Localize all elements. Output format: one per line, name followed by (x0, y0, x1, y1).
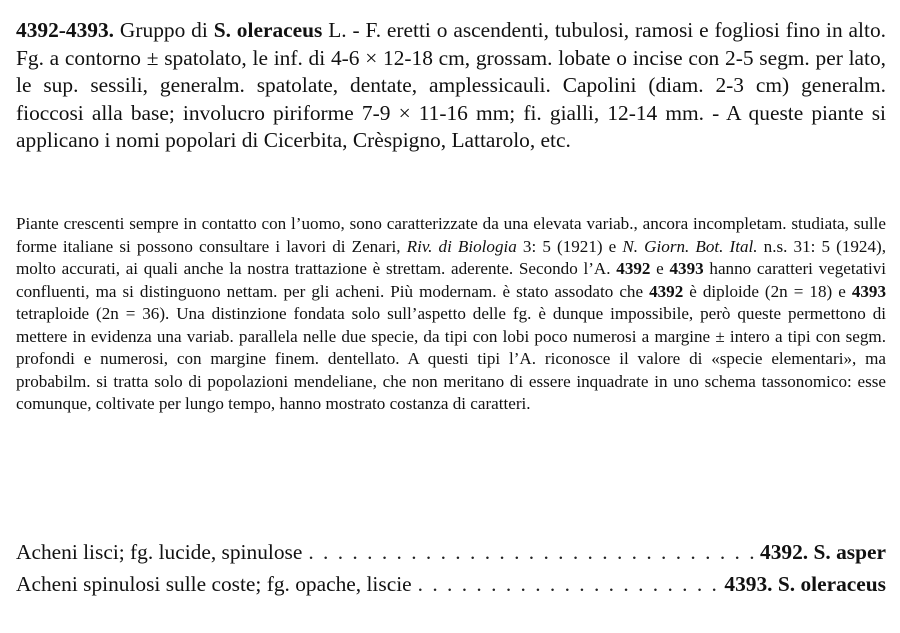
commentary-text: hanno caratteri vegetativi confluenti, ma si distinguono nettam. per gli acheni. Più modernam. è stato assodato che (16, 259, 887, 301)
commentary-text: 3: 5 (1921) e (516, 236, 623, 256)
species-name: S. oleraceus (213, 18, 323, 42)
key-species-result: 4393. S. oleraceus (724, 572, 886, 596)
species-number: 4393 (851, 281, 886, 301)
commentary-text: e (650, 259, 670, 278)
species-number-range: 4392-4393. (16, 18, 115, 42)
group-description-paragraph (16, 17, 886, 155)
journal-reference: N. Giorn. Bot. Ital. (622, 236, 758, 256)
dot-leader (302, 536, 760, 568)
journal-reference: Riv. di Biologia (406, 236, 517, 256)
species-number: 4392 (649, 281, 684, 301)
species-number: 4392 (616, 259, 651, 278)
commentary-text: è diploide (2n = 18) e (683, 281, 852, 301)
description-text: Gruppo di (114, 18, 214, 42)
commentary-paragraph (16, 213, 886, 416)
commentary-text: Piante crescenti sempre in contatto con l’uomo, sono caratterizzate da una elevata variab., ancora incompletam. studiata, sulle forme italiane si possono consultare i lavori di Zenari, (16, 214, 886, 256)
identification-key (16, 536, 886, 600)
commentary-text: n.s. 31: 5 (1924), molto accurati, ai quali anche la nostra trattazione è strettam. aderente. Secondo l’A. (16, 236, 886, 278)
species-number: 4393 (669, 259, 704, 278)
dot-leader (412, 568, 725, 600)
description-text: L. - F. eretti o ascendenti, tubulosi, ramosi e fogliosi fino in alto. Fg. a contorno ± spatolato, le inf. di 4-6 × 12-18 cm, grossam. lobate o incise con 2-5 segm. per lato, le sup. sessili, generalm. spatolate, dentate, amplessicauli. Capolini (diam. 2-3 cm) generalm. fioccosi alla base; involucro piriforme 7-9 × 11-16 mm; fi. gialli, 12-14 mm. - A queste piante si applicano i nomi popolari di Cicerbita, Crèspigno, Lattarolo, etc. (16, 18, 886, 153)
key-row (16, 568, 886, 600)
key-species-result: 4392. S. asper (760, 540, 886, 564)
commentary-text: tetraploide (2n = 36). Una distinzione fondata solo sull’aspetto delle fg. è dunque impossibile, però queste permettono di mettere in evidenza una variab. parallela nelle due specie, da tipi con lobi poco numerosi a margine ± intero a tipi con segm. profondi e numerosi, con margine finem. dentellato. A questi tipi l’A. riconosce il valore di «specie elementari», ma probabilm. si tratta solo di popolazioni mendeliane, che non meritano di essere inquadrate in uno schema tassonomico: esse comunque, coltivate per lungo tempo, hanno mostrato costanza di caratteri. (16, 304, 886, 413)
key-character-text: Acheni spinulosi sulle coste; fg. opache, liscie (16, 572, 412, 596)
key-row (16, 536, 886, 568)
key-character-text: Acheni lisci; fg. lucide, spinulose (16, 540, 303, 564)
